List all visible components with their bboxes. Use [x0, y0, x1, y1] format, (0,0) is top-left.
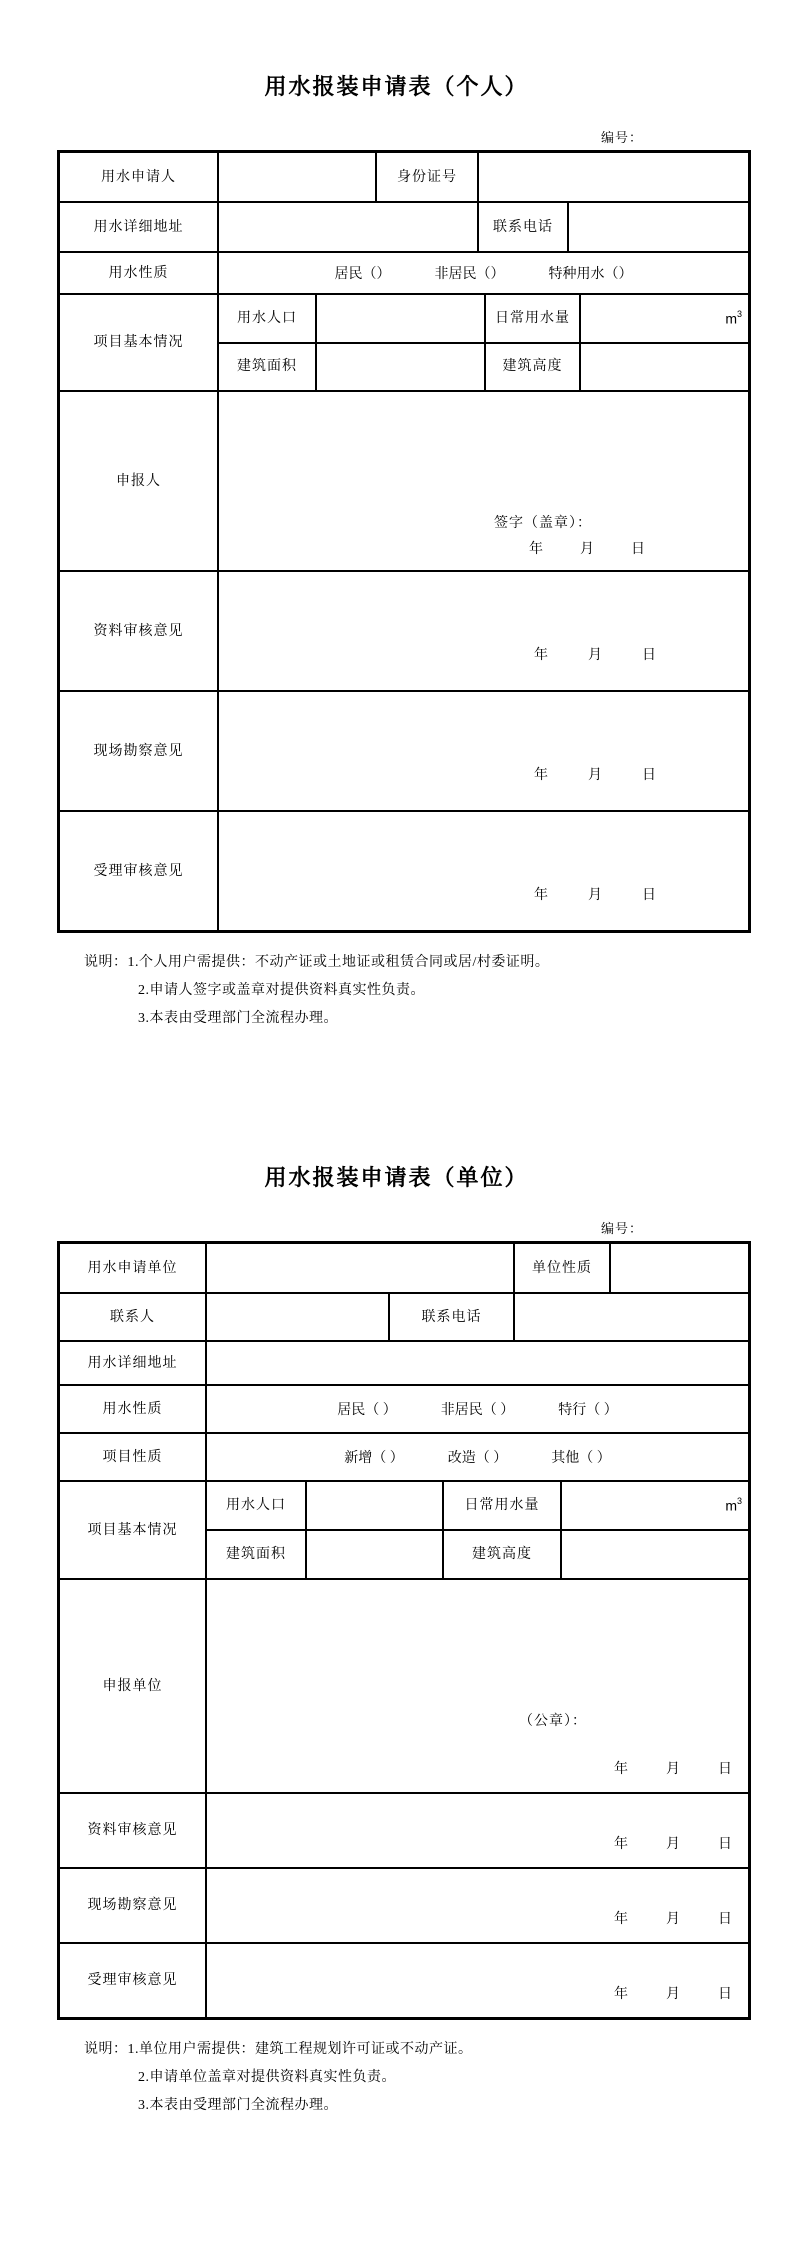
date-month-label: 月 — [666, 1912, 680, 1927]
date-year-label: 年 — [534, 648, 548, 663]
daily-usage-input-cell[interactable] — [560, 1482, 748, 1529]
water-nature-options-cell — [217, 253, 748, 293]
water-nature-option-special[interactable]: 特种用水（） — [548, 267, 633, 282]
date-month-label: 月 — [580, 542, 594, 557]
water-nature-option-special[interactable]: 特行（ ） — [558, 1403, 618, 1418]
unit-nature-input-cell[interactable] — [609, 1244, 748, 1292]
table-row — [219, 342, 748, 391]
building-height-input-cell[interactable] — [560, 1531, 748, 1578]
declarant-label: 申报人 — [116, 473, 161, 489]
form1-number-label: 编号： — [600, 130, 643, 145]
building-height-label: 建筑高度 — [484, 344, 579, 391]
table-row — [60, 810, 748, 930]
id-number-input-cell[interactable] — [477, 153, 748, 201]
water-nature-label: 用水性质 — [108, 265, 169, 281]
acceptance-review-label: 受理审核意见 — [93, 863, 184, 879]
water-nature-option-resident[interactable]: 居民（） — [334, 267, 391, 282]
date-line — [614, 1758, 732, 1778]
address-input-cell[interactable] — [217, 203, 477, 251]
table-row — [60, 201, 748, 251]
table-row — [60, 251, 748, 293]
date-line — [534, 884, 656, 904]
table-row — [207, 1529, 748, 1578]
table-row — [60, 570, 748, 690]
date-line — [614, 1833, 732, 1853]
table-row — [60, 293, 748, 390]
water-population-label: 用水人口 — [237, 310, 297, 326]
water-nature-label: 用水性质 — [102, 1401, 163, 1417]
building-height-label: 建筑高度 — [442, 1531, 560, 1578]
site-survey-label: 现场勘察意见 — [93, 743, 184, 759]
project-nature-option-rebuild[interactable]: 改造（ ） — [447, 1451, 508, 1466]
acceptance-review-area[interactable] — [205, 1944, 748, 2017]
project-nature-options-cell — [205, 1434, 748, 1480]
note-line: 3.本表由受理部门全流程办理。 — [138, 1011, 338, 1026]
form1-notes — [84, 949, 793, 1033]
project-info-label: 项目基本情况 — [87, 1522, 178, 1538]
date-year-label: 年 — [614, 1912, 628, 1927]
table-row — [60, 690, 748, 810]
project-info-label: 项目基本情况 — [93, 335, 184, 350]
cubic-meter-unit: $m^3$ — [725, 1496, 742, 1514]
date-day-label: 日 — [718, 1762, 732, 1777]
table-row — [60, 153, 748, 201]
table-row — [60, 1480, 748, 1578]
unit-nature-label: 单位性质 — [513, 1244, 609, 1292]
water-population-input-cell[interactable] — [315, 295, 484, 342]
form-individual — [0, 0, 793, 1033]
form-unit — [0, 1033, 793, 2120]
site-survey-area[interactable] — [217, 692, 748, 810]
material-review-label: 资料审核意见 — [87, 1823, 178, 1838]
applicant-unit-label: 用水申请单位 — [87, 1260, 178, 1276]
material-review-area[interactable] — [217, 572, 748, 690]
table-row — [60, 390, 748, 570]
date-day-label: 日 — [718, 1837, 732, 1852]
signature-seal-label: 签字（盖章）： — [494, 516, 592, 531]
project-info-subtable — [205, 1482, 748, 1578]
date-day-label: 日 — [718, 1987, 732, 2002]
date-month-label: 月 — [588, 888, 602, 903]
applicant-label: 用水申请人 — [101, 169, 176, 185]
official-seal-label: （公章）： — [519, 1714, 587, 1729]
date-line — [534, 764, 656, 784]
acceptance-review-area[interactable] — [217, 812, 748, 930]
form2-notes — [84, 2036, 793, 2120]
table-row — [60, 1578, 748, 1792]
date-day-label: 日 — [642, 768, 656, 783]
date-month-label: 月 — [666, 1762, 680, 1777]
address-label: 用水详细地址 — [87, 1355, 178, 1371]
date-year-label: 年 — [614, 1762, 628, 1777]
form2-title: 用水报装申请表（单位） — [264, 1165, 529, 1190]
date-line — [614, 1908, 732, 1928]
building-height-input-cell[interactable] — [579, 344, 748, 391]
note-item: 1.个人用户需提供：不动产证或土地证或租赁合同或居/村委证明。 — [127, 955, 550, 970]
date-year-label: 年 — [534, 888, 548, 903]
material-review-label: 资料审核意见 — [93, 623, 184, 639]
project-nature-option-other[interactable]: 其他（ ） — [551, 1451, 611, 1466]
water-nature-option-nonresident[interactable]: 非居民（） — [434, 267, 505, 282]
form2-number-label: 编号： — [600, 1221, 643, 1236]
building-area-input-cell[interactable] — [305, 1531, 442, 1578]
date-year-label: 年 — [534, 768, 548, 783]
date-line — [529, 538, 645, 558]
water-nature-option-nonresident[interactable]: 非居民（ ） — [440, 1403, 515, 1418]
table-row — [207, 1482, 748, 1529]
form1-title: 用水报装申请表（个人） — [264, 74, 529, 99]
table-row — [60, 1942, 748, 2017]
table-row — [60, 1867, 748, 1942]
note-line: 2.申请人签字或盖章对提供资料真实性负责。 — [138, 983, 425, 998]
table-row — [60, 1292, 748, 1340]
date-day-label: 日 — [642, 648, 656, 663]
phone-label: 联系电话 — [388, 1294, 513, 1340]
form2-table — [57, 1241, 751, 2020]
table-row — [60, 1432, 748, 1480]
building-area-label: 建筑面积 — [226, 1547, 286, 1562]
daily-usage-label: 日常用水量 — [442, 1482, 560, 1529]
project-info-subtable — [217, 295, 748, 390]
date-line — [614, 1983, 732, 2003]
date-day-label: 日 — [642, 888, 656, 903]
table-row — [60, 1340, 748, 1384]
date-day-label: 日 — [631, 542, 645, 557]
site-survey-label: 现场勘察意见 — [87, 1898, 178, 1913]
table-row — [60, 1244, 748, 1292]
notes-prefix: 说明： — [84, 955, 128, 970]
date-line — [534, 644, 656, 664]
applicant-unit-input-cell[interactable] — [205, 1244, 513, 1292]
building-area-input-cell[interactable] — [315, 344, 484, 391]
water-population-input-cell[interactable] — [305, 1482, 442, 1529]
contact-person-input-cell[interactable] — [205, 1294, 388, 1340]
address-label: 用水详细地址 — [93, 219, 184, 235]
notes-prefix: 说明： — [84, 2042, 128, 2057]
table-row — [60, 1792, 748, 1867]
water-nature-option-resident[interactable]: 居民（ ） — [337, 1403, 397, 1418]
date-month-label: 月 — [666, 1987, 680, 2002]
contact-person-label: 联系人 — [110, 1309, 155, 1325]
project-nature-option-new[interactable]: 新增（ ） — [344, 1451, 404, 1466]
declarant-signature-area[interactable] — [217, 392, 748, 570]
date-month-label: 月 — [666, 1837, 680, 1852]
declarant-unit-seal-area[interactable] — [205, 1580, 748, 1792]
material-review-area[interactable] — [205, 1794, 748, 1867]
applicant-input-cell[interactable] — [217, 153, 375, 201]
note-item: 1.单位用户需提供：建筑工程规划许可证或不动产证。 — [127, 2042, 473, 2057]
date-year-label: 年 — [614, 1837, 628, 1852]
date-month-label: 月 — [588, 648, 602, 663]
project-nature-label: 项目性质 — [102, 1449, 163, 1465]
form1-table — [57, 150, 751, 933]
building-area-label: 建筑面积 — [237, 359, 297, 375]
declarant-unit-label: 申报单位 — [102, 1678, 163, 1694]
date-year-label: 年 — [529, 542, 543, 557]
table-row — [60, 1384, 748, 1432]
note-line: 3.本表由受理部门全流程办理。 — [138, 2098, 338, 2113]
phone-input-cell[interactable] — [567, 203, 748, 251]
daily-usage-input-cell[interactable] — [579, 295, 748, 342]
phone-label: 联系电话 — [477, 203, 567, 251]
daily-usage-label: 日常用水量 — [484, 295, 579, 342]
date-day-label: 日 — [718, 1912, 732, 1927]
address-input-cell[interactable] — [205, 1342, 748, 1384]
water-population-label: 用水人口 — [226, 1498, 286, 1513]
acceptance-review-label: 受理审核意见 — [87, 1973, 178, 1988]
id-number-label: 身份证号 — [375, 153, 477, 201]
date-month-label: 月 — [588, 768, 602, 783]
note-line — [84, 949, 793, 977]
table-row — [219, 295, 748, 342]
cubic-meter-unit: $m^3$ — [725, 308, 742, 327]
date-year-label: 年 — [614, 1987, 628, 2002]
phone-input-cell[interactable] — [513, 1294, 748, 1340]
note-line: 2.申请单位盖章对提供资料真实性负责。 — [138, 2070, 396, 2085]
site-survey-area[interactable] — [205, 1869, 748, 1942]
note-line — [84, 2036, 793, 2064]
water-nature-options-cell — [205, 1386, 748, 1432]
